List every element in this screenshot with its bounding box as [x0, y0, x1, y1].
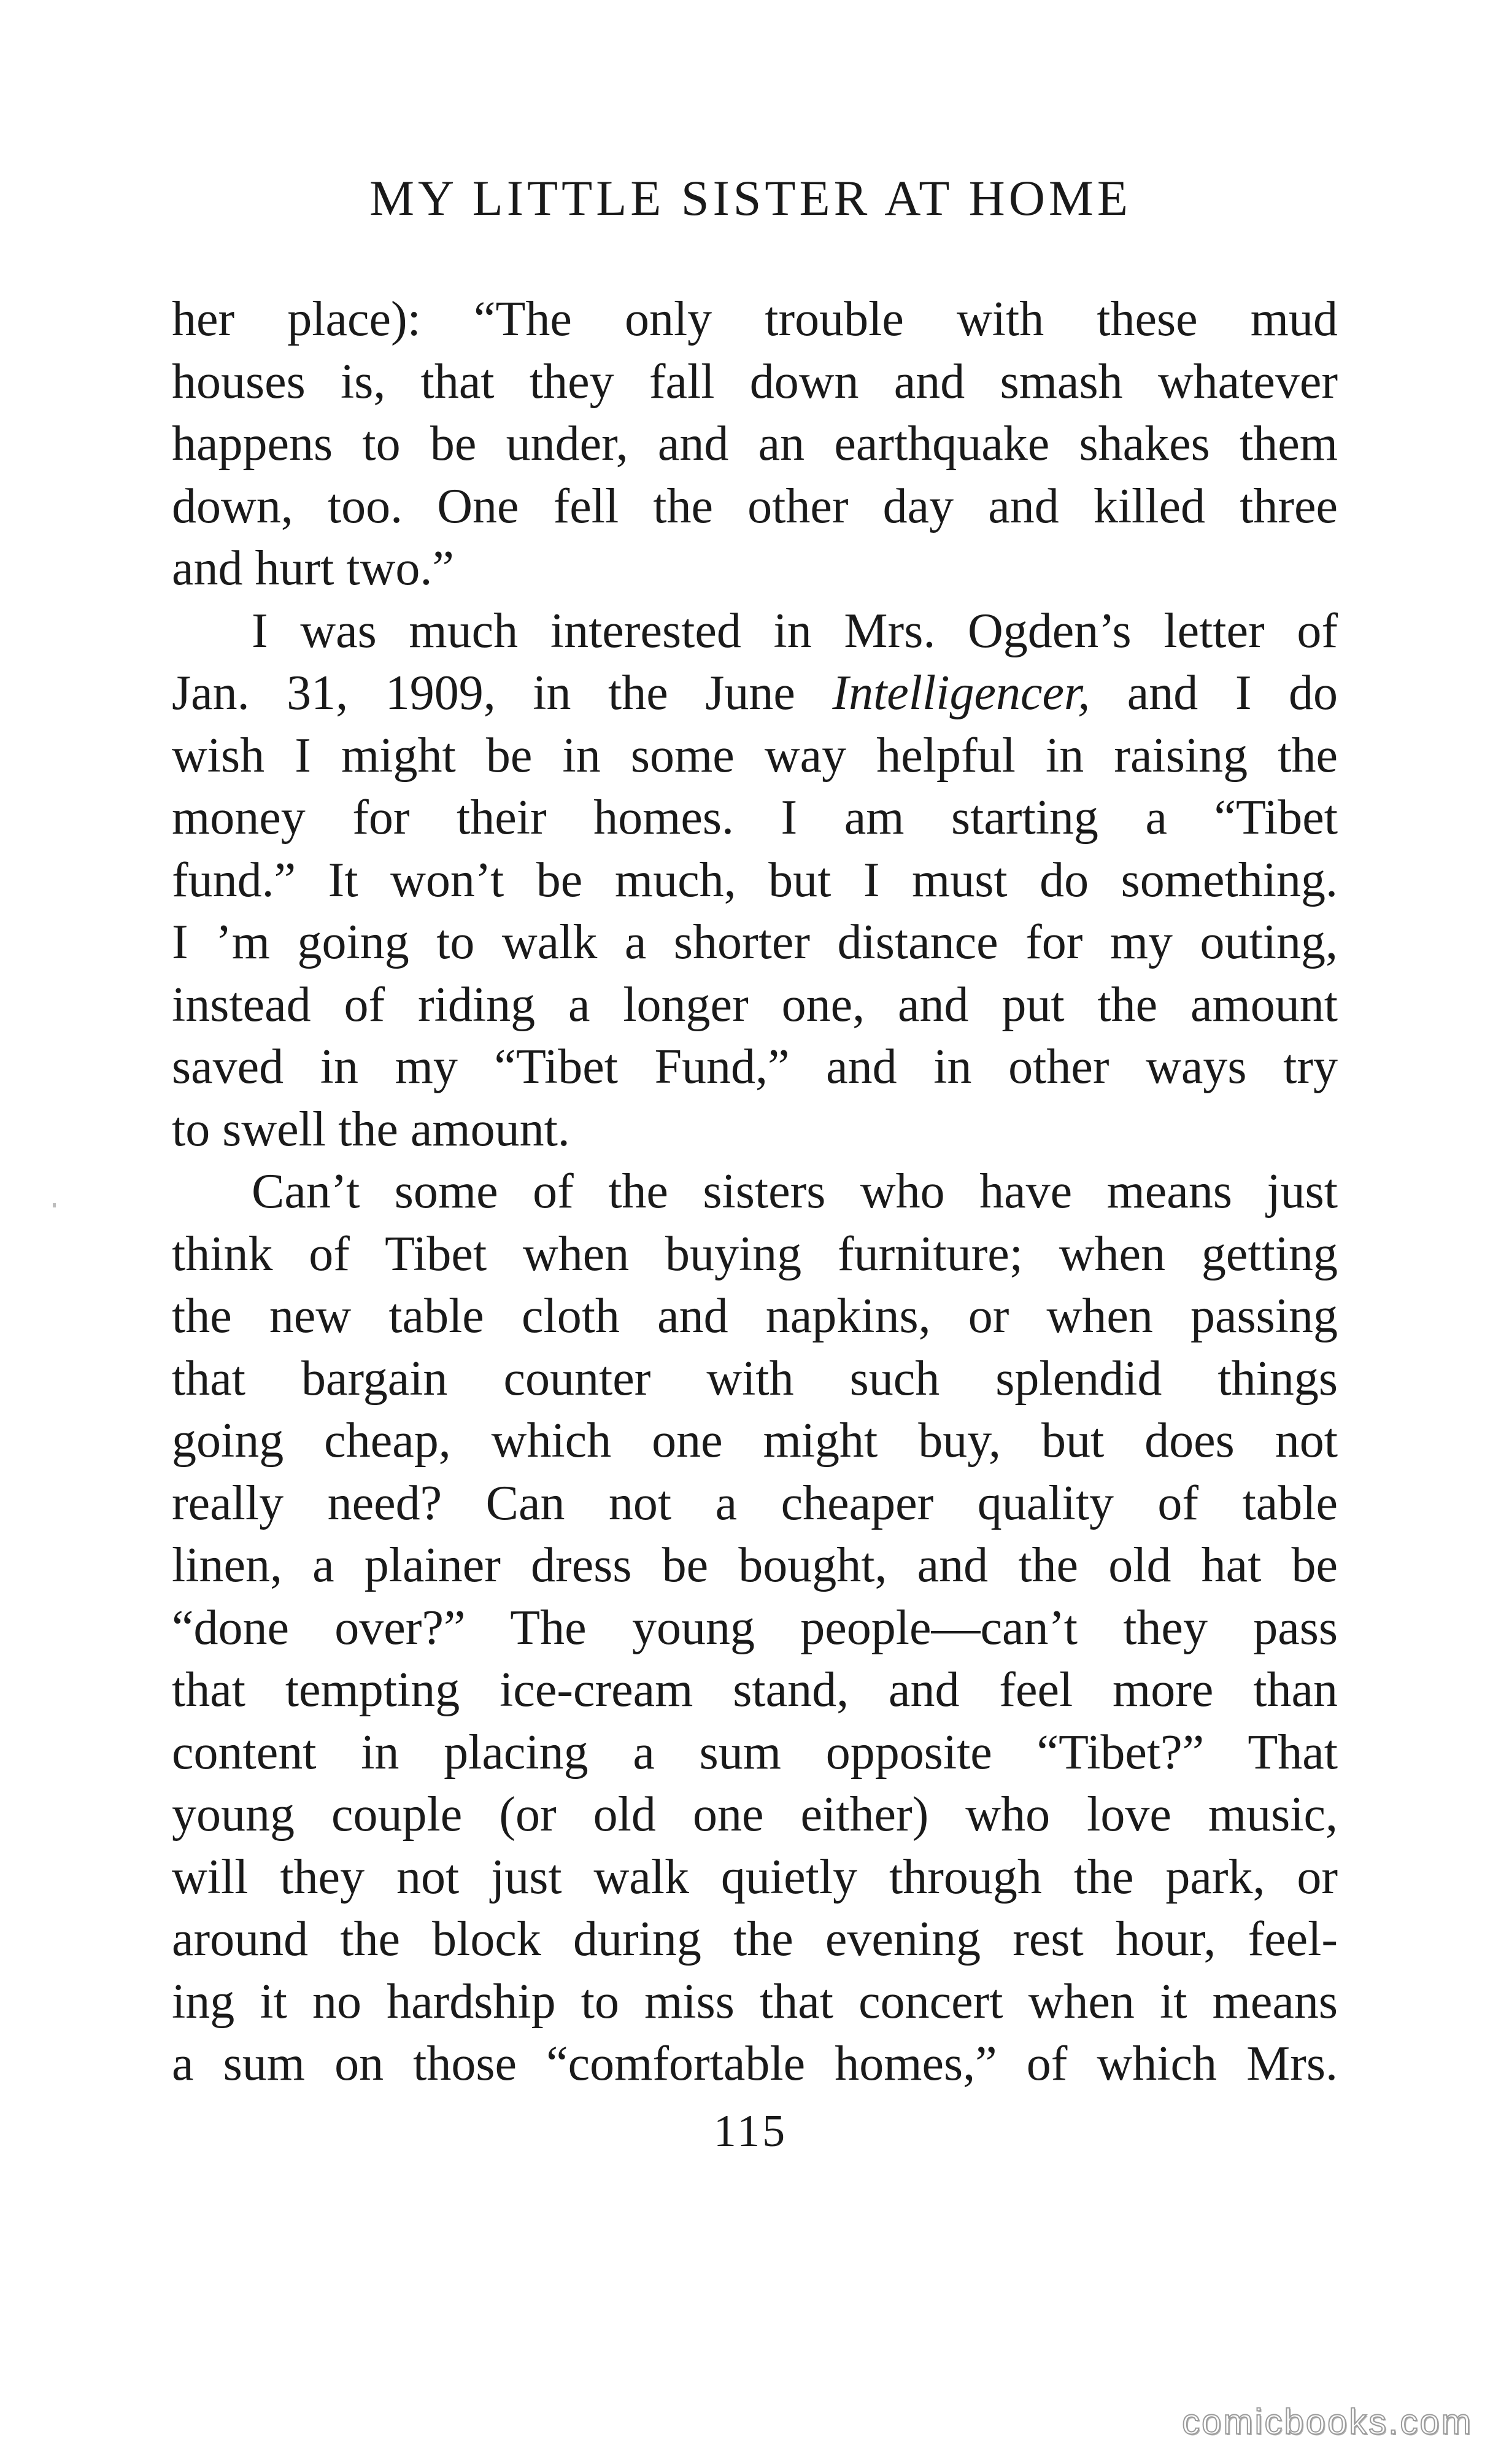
text-line-content: that tempting ice-cream stand, and feel more than	[172, 1663, 1338, 1717]
text-line-content: the new table cloth and napkins, or when passing	[172, 1289, 1338, 1343]
text-line	[172, 2033, 1338, 2096]
text-line-content: happens to be under, and an earthquake shakes them	[172, 417, 1338, 471]
text-line	[172, 538, 1338, 600]
text-line	[172, 1908, 1338, 1971]
text-line-content: houses is, that they fall down and smash whatever	[172, 354, 1338, 409]
text-line-content: fund.” It won’t be much, but I must do something.	[172, 853, 1338, 907]
text-line-content: really need? Can not a cheaper quality of table	[172, 1476, 1338, 1530]
text-line-content: think of Tibet when buying furniture; when getting	[172, 1226, 1338, 1281]
text-line	[172, 1846, 1338, 1909]
body-text	[172, 289, 1338, 2096]
text-line-content: instead of riding a longer one, and put the amount	[172, 977, 1338, 1032]
text-line	[172, 1161, 1338, 1223]
text-line	[172, 1535, 1338, 1597]
text-line-tail: and I do	[1090, 666, 1338, 720]
text-line-content: will they not just walk quietly through the park, or	[172, 1850, 1338, 1904]
text-line	[172, 1597, 1338, 1660]
text-line	[172, 1285, 1338, 1348]
text-line-content: young couple (or old one either) who love music,	[172, 1788, 1338, 1842]
text-line-content: and hurt two.”	[172, 541, 454, 595]
text-line-content: going cheap, which one might buy, but does not	[172, 1414, 1338, 1468]
text-line-content: saved in my “Tibet Fund,” and in other ways try	[172, 1040, 1338, 1094]
text-line-content: I was much interested in Mrs. Ogden’s letter of	[252, 603, 1338, 658]
text-line	[172, 1410, 1338, 1473]
text-line	[172, 725, 1338, 788]
italic-title: Intelligencer,	[832, 666, 1090, 720]
text-line	[172, 289, 1338, 351]
text-line-content: wish I might be in some way helpful in raising the	[172, 728, 1338, 783]
text-line-content: around the block during the evening rest hour, feel-	[172, 1912, 1338, 1966]
text-line-content: money for their homes. I am starting a “Tibet	[172, 791, 1338, 845]
text-line-content: Jan. 31, 1909, in the June	[172, 666, 833, 720]
text-line	[172, 1099, 1338, 1161]
text-line	[172, 1473, 1338, 1535]
text-line	[172, 600, 1338, 663]
text-line-content: Can’t some of the sisters who have means just	[252, 1164, 1338, 1218]
page-number: 115	[713, 2106, 788, 2156]
text-line-content: “done over?” The young people—can’t they pass	[172, 1600, 1338, 1655]
text-line	[172, 1223, 1338, 1286]
scan-speck	[53, 1203, 56, 1207]
text-line	[172, 787, 1338, 850]
text-line	[172, 662, 1338, 725]
watermark: comicbooks.com	[1182, 2402, 1473, 2442]
text-line	[172, 476, 1338, 538]
text-line-content: to swell the amount.	[172, 1102, 570, 1156]
text-line-content: ing it no hardship to miss that concert when it means	[172, 1974, 1338, 2029]
text-line-content: down, too. One fell the other day and killed three	[172, 479, 1338, 533]
text-line	[172, 1971, 1338, 2034]
text-line	[172, 1036, 1338, 1099]
text-line	[172, 974, 1338, 1037]
text-line	[172, 1722, 1338, 1784]
running-head: MY LITTLE SISTER AT HOME	[369, 170, 1132, 226]
text-line	[172, 1659, 1338, 1722]
text-line-content: a sum on those “comfortable homes,” of which Mrs.	[172, 2037, 1338, 2091]
text-line	[172, 413, 1338, 476]
text-line	[172, 912, 1338, 974]
text-line	[172, 1784, 1338, 1846]
text-line-content: linen, a plainer dress be bought, and the old hat be	[172, 1538, 1338, 1592]
text-line-content: content in placing a sum opposite “Tibet?” That	[172, 1725, 1338, 1780]
text-line	[172, 1348, 1338, 1411]
text-line	[172, 351, 1338, 414]
text-line-content: that bargain counter with such splendid things	[172, 1351, 1338, 1406]
text-line-content: her place): “The only trouble with these mud	[172, 292, 1338, 346]
text-line-content: I ’m going to walk a shorter distance for my outing,	[172, 915, 1338, 969]
text-line	[172, 850, 1338, 912]
